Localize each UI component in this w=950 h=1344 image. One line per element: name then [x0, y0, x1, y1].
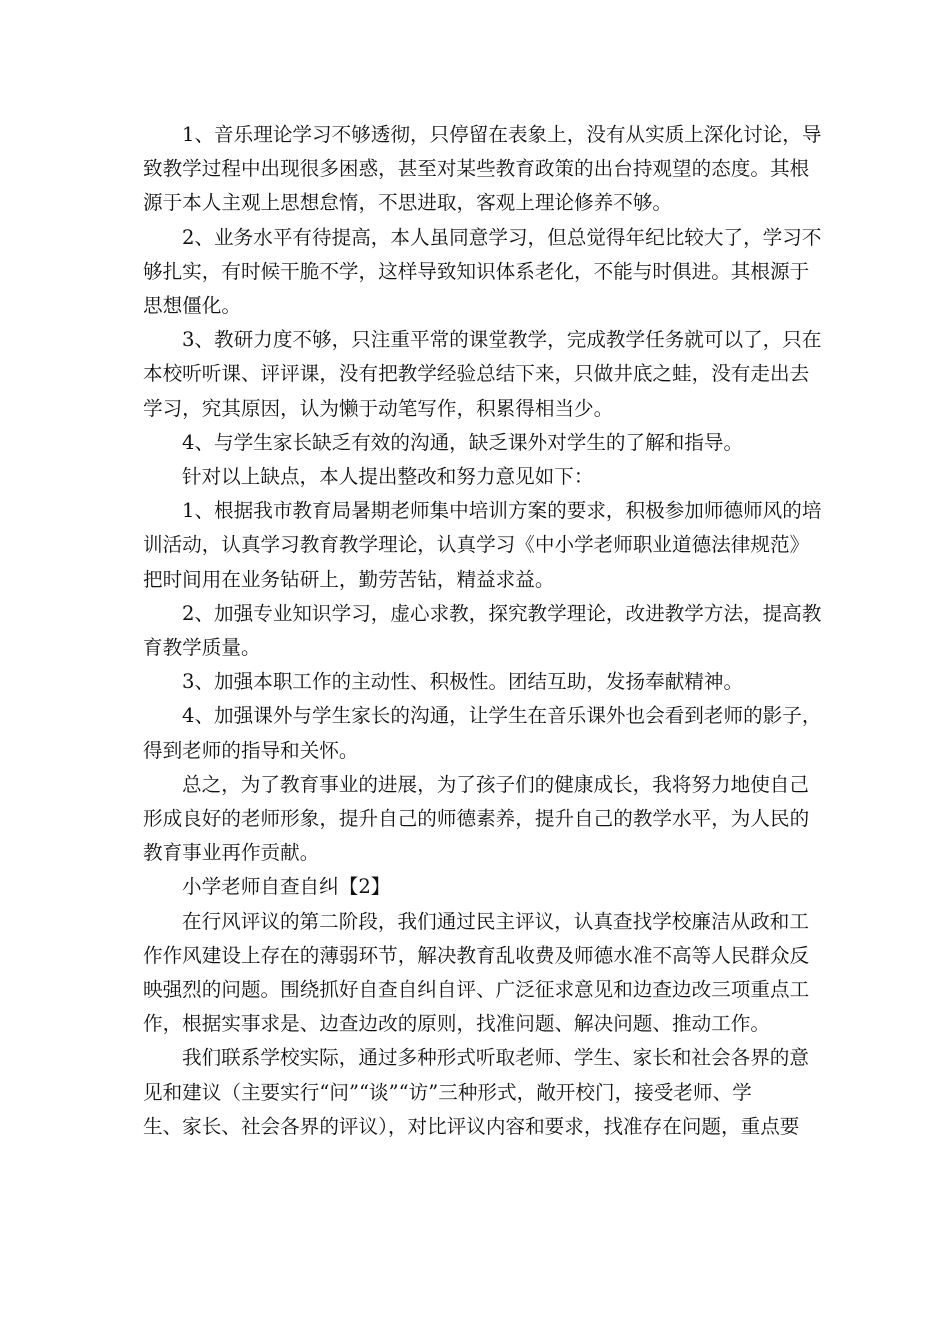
paragraph-first-line: 4、与学生家长缺乏有效的沟通，缺乏课外对学生的了解和指导。 [182, 430, 744, 454]
paragraph [143, 699, 822, 767]
paragraph-first-line: 3、教研力度不够，只注重平常的课堂教学，完成教学任务就可以了，只在 [182, 328, 822, 352]
paragraph-first-line: 针对以上缺点，本人提出整改和努力意见如下： [182, 465, 594, 489]
paragraph [143, 870, 805, 904]
paragraph [143, 665, 805, 699]
paragraph-line: 育教学质量。 [143, 636, 261, 660]
paragraph-first-line: 1、根据我市教育局暑期老师集中培训方案的要求，积极参加师德师风的培 [182, 499, 822, 523]
paragraph-line: 训活动，认真学习教育教学理论，认真学习《中小学老师职业道德法律规范》 [143, 533, 810, 557]
paragraph-line: 思想僵化。 [143, 294, 241, 318]
paragraph-first-line: 3、加强本职工作的主动性、积极性。团结互助，发扬奉献精神。 [182, 670, 744, 694]
paragraph-line: 学习，究其原因，认为懒于动笔写作，积累得相当少。 [143, 396, 614, 420]
paragraph [143, 460, 805, 494]
paragraph [143, 597, 822, 665]
paragraph-line: 作，根据实事求是、边查边改的原则，找准问题、解决问题、推动工作。 [143, 1012, 770, 1036]
paragraph-line: 教育事业再作贡献。 [143, 841, 320, 865]
paragraph-first-line: 总之，为了教育事业的进展，为了孩子们的健康成长，我将努力地使自己 [182, 772, 809, 796]
paragraph-first-line: 在行风评议的第二阶段，我们通过民主评议，认真查找学校廉洁从政和工 [182, 909, 809, 933]
paragraph-line: 致教学过程中出现很多困惑，甚至对某些教育政策的出台持观望的态度。其根 [143, 157, 810, 181]
paragraph-line: 够扎实，有时候干脆不学，这样导致知识体系老化，不能与时俱进。其根源于 [143, 259, 810, 283]
paragraph-line: 作作风建设上存在的薄弱环节，解决教育乱收费及师德水准不高等人民群众反 [143, 943, 810, 967]
paragraph-line: 源于本人主观上思想怠惰，不思进取，客观上理论修养不够。 [143, 191, 673, 215]
paragraph [143, 426, 805, 460]
paragraph-line: 生、家长、社会各界的评议），对比评议内容和要求，找准存在问题，重点要 [143, 1114, 800, 1138]
paragraph-first-line: 2、业务水平有待提高，本人虽同意学习，但总觉得年纪比较大了，学习不 [182, 225, 822, 249]
paragraph [143, 905, 810, 1042]
paragraph [143, 494, 822, 597]
paragraph-first-line: 4、加强课外与学生家长的沟通，让学生在音乐课外也会看到老师的影子， [182, 704, 822, 728]
paragraph [143, 118, 822, 221]
paragraph-line: 见和建议（主要实行“问”“谈”“访”三种形式，敞开校门，接受老师、学 [143, 1080, 752, 1104]
paragraph-line: 得到老师的指导和关怀。 [143, 738, 359, 762]
paragraph-first-line: 1、音乐理论学习不够透彻，只停留在表象上，没有从实质上深化讨论，导 [182, 123, 822, 146]
paragraph [143, 768, 810, 871]
paragraph [143, 221, 822, 324]
document-page [143, 118, 822, 1144]
paragraph-line: 把时间用在业务钻研上，勤劳苦钻，精益求益。 [143, 567, 555, 591]
paragraph-line: 形成良好的老师形象，提升自己的师德素养，提升自己的教学水平，为人民的 [143, 807, 810, 831]
paragraph [143, 323, 822, 426]
paragraph-first-line: 我们联系学校实际，通过多种形式听取老师、学生、家长和社会各界的意 [182, 1046, 809, 1070]
paragraph-first-line: 2、加强专业知识学习，虚心求教，探究教学理论，改进教学方法，提高教 [182, 601, 822, 625]
paragraph [143, 1041, 809, 1144]
paragraph-line: 映强烈的问题。围绕抓好自查自纠自评、广泛征求意见和边查边改三项重点工 [143, 978, 810, 1002]
document-body [143, 118, 822, 1144]
paragraph-first-line: 小学老师自查自纠【2】 [182, 875, 391, 899]
paragraph-line: 本校听听课、评评课，没有把教学经验总结下来，只做井底之蛙，没有走出去 [143, 362, 810, 386]
